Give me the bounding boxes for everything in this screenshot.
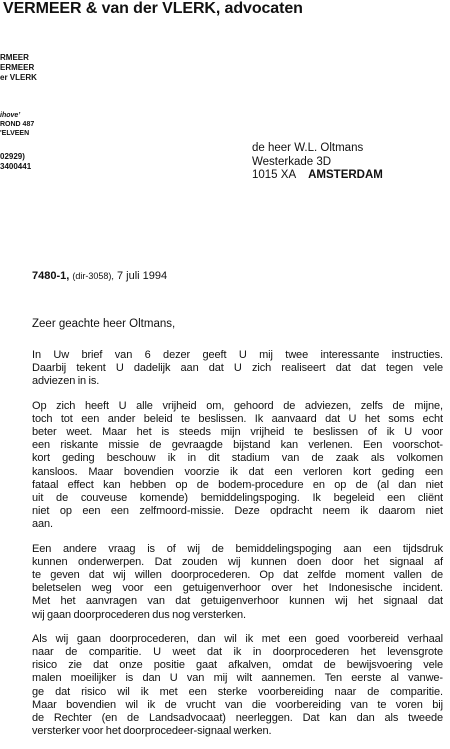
paragraph-line: Als wij gaan doorprocederen, dan wil ik met een goed voorbereid verhaal (32, 632, 443, 645)
address-line: ROND 487 (0, 121, 35, 128)
paragraph-line: Een andere vraag is of wij de bemiddelingspoging aan een tijdsdruk (32, 542, 443, 555)
paragraph-line: malen moeilijker is dan U van mij wilt aannemen. Ten eerste al vanwe- (32, 672, 443, 685)
body-paragraph (32, 543, 443, 622)
paragraph-line: adviezen in is. (32, 375, 100, 388)
paragraph-line: te geven dat wij willen doorprocederen. Op dat zelfde moment vallen de (32, 569, 443, 582)
phone-line: 3400441 (0, 162, 32, 171)
firm-name: VERMEER & van der VLERK, advocaten (3, 0, 303, 17)
paragraph-line: aan. (32, 518, 54, 531)
paragraph-line: toch tot een ander beleid te beslissen. Ik aanvaard dat U het soms echt (32, 412, 443, 425)
recipient-name: de heer W.L. Oltmans (252, 142, 364, 154)
recipient-city-line (252, 169, 383, 183)
partner-name: er VLERK (0, 73, 37, 82)
letter-date: 7 juli 1994 (116, 270, 168, 282)
partner-name: ERMEER (0, 63, 35, 72)
recipient-street: Westerkade 3D (252, 155, 332, 168)
phone-line: 02929) (0, 152, 25, 161)
recipient-postcode: 1015 XA (252, 169, 297, 181)
body-paragraph (32, 633, 443, 739)
paragraph-line: Met het aanvragen van dat getuigenverhoor kunnen wij het signaal dat (32, 595, 443, 608)
letterhead-phones (0, 152, 31, 172)
letterhead-address (0, 111, 34, 138)
letterhead-partner-names (0, 53, 37, 83)
paragraph-line: risico zie dat onze positie gaat afkalven, omdat de bewijsvoering vele (32, 659, 443, 672)
paragraph-line: een riskante missie de gevraagde bijstand kan verlenen. Een voorschot- (32, 439, 443, 452)
recipient-address (252, 142, 383, 183)
recipient-city: AMSTERDAM (308, 169, 383, 181)
paragraph-line: ge dat risico wil ik met een sterke voorbereiding naar de comparitie. (32, 685, 443, 698)
paragraph-line: fataal effect kan hebben op de bodem-procedure en op de (al dan niet (32, 478, 443, 491)
paragraph-line: beletselen weg voor een getuigenverhoor over het Indonesische incident. (32, 582, 443, 595)
reference-number: 7480-1, (32, 270, 70, 282)
paragraph-line: de Rechter (en de Landsadvocaat) neerleggen. Dat kan dan als tweede (32, 712, 443, 725)
body-paragraph (32, 400, 443, 532)
paragraph-line: Maar bovendien wil ik de vrucht van die voorbereiding van te voren bij (32, 698, 443, 711)
paragraph-line: kunnen onderwerpen. Dat zouden wij kunnen doen door het signaal af (32, 555, 443, 568)
paragraph-line: In Uw brief van 6 dezer geeft U mij twee interessante instructies. (32, 349, 443, 361)
paragraph-line: wij gaan doorprocederen dus nog versterken. (32, 608, 246, 621)
reference-dir: (dir-3058), (72, 271, 114, 281)
body-paragraph (32, 349, 443, 389)
address-line: ihove’ (0, 112, 21, 119)
paragraph-line: Daarbij tekent U dadelijk aan dat U zich realiseert dat dat tegen vele (32, 362, 443, 375)
reference-line (32, 270, 167, 282)
paragraph-line: niet op een een zelfmoord-missie. Deze opdracht neem ik daarom niet (32, 505, 443, 518)
paragraph-line: versterker voor het doorprocedeer-signaal werken. (32, 725, 272, 738)
paragraph-line: kort geding beschouw ik in dit stadium van de zaak als volkomen (32, 452, 443, 465)
paragraph-line: Op zich heeft U alle vrijheid om, gehoord de adviezen, zelfs de mijne, (32, 399, 443, 412)
paragraph-line: uit de couveuse komende) bemiddelingspoging. Ik begeleid een cliënt (32, 492, 443, 505)
paragraph-line: kansloos. Maar bovendien voorzie ik dat een verloren kort geding een (32, 465, 443, 478)
address-line: 'ELVEEN (0, 130, 30, 137)
salutation: Zeer geachte heer Oltmans, (32, 318, 176, 330)
partner-name: RMEER (0, 53, 29, 62)
letter-body (32, 349, 443, 749)
paragraph-line: beter weet. Maar het is steeds mijn vrijheid te beslissen of ik U voor (32, 426, 443, 439)
paragraph-line: naar de comparitie. U weet dat ik in doorprocederen het levensgrote (32, 646, 443, 659)
